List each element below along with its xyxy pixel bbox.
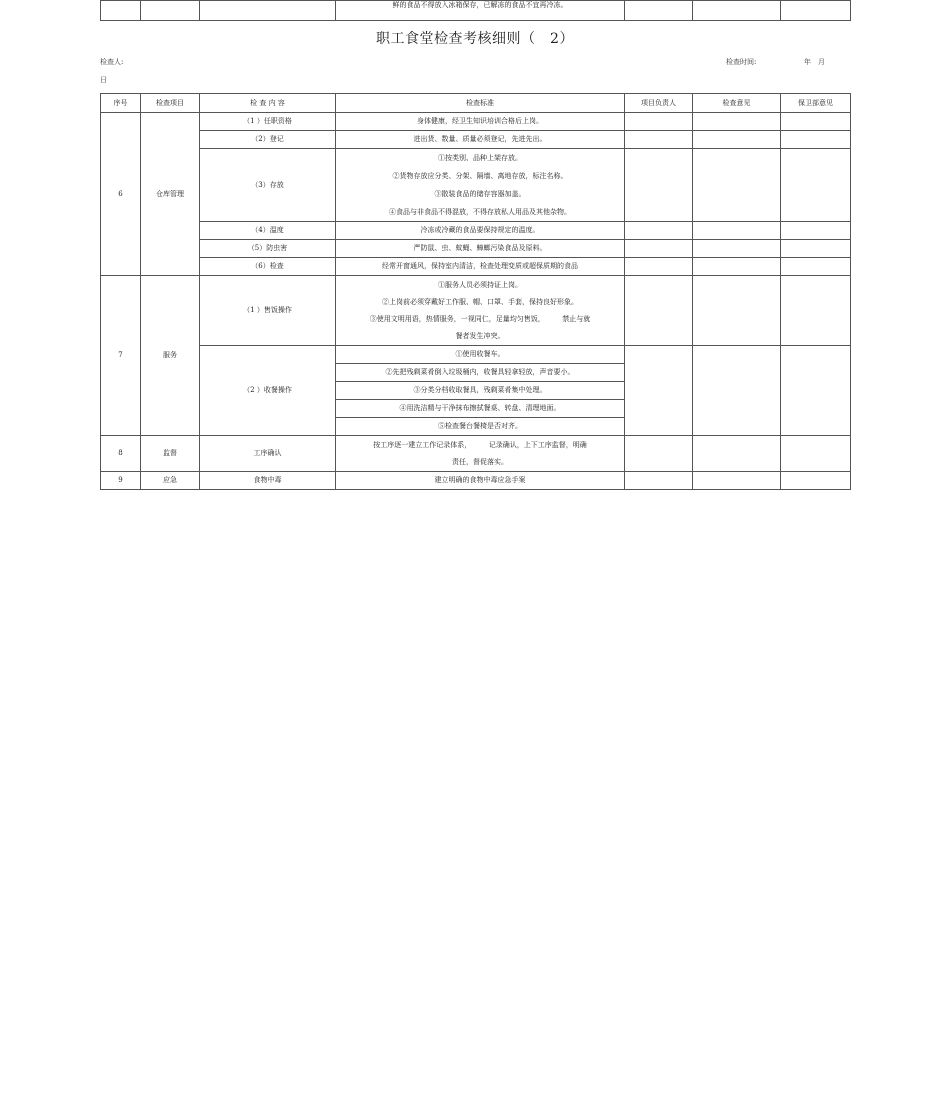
standard-cell: 建立明确的食物中毒应急手案 <box>336 472 625 490</box>
standard-cell <box>336 149 625 222</box>
table-row <box>101 149 851 222</box>
table-row <box>101 240 851 258</box>
content-cell: 工序确认 <box>200 436 336 472</box>
day-label: 日 <box>100 76 107 84</box>
standard-cell: 冷冻或冷藏的食品要保持规定的温度。 <box>336 222 625 240</box>
header-owner: 项目负责人 <box>625 94 693 113</box>
content-cell: （2）登记 <box>200 131 336 149</box>
table-row <box>101 222 851 240</box>
content-cell: （1 ）任职资格 <box>200 113 336 131</box>
header-no: 序号 <box>101 94 141 113</box>
previous-page-table <box>100 0 851 21</box>
table-row <box>101 276 851 346</box>
table-row <box>101 258 851 276</box>
standard-cell: 严防鼠、虫、蚊蝇、蟑螂污染食品及原料。 <box>336 240 625 258</box>
standard-line: 责任，督促落实。 <box>452 457 508 466</box>
standard-cell <box>336 276 625 346</box>
section-no: 6 <box>101 113 141 276</box>
table-row <box>101 346 851 364</box>
header-item: 检查项目 <box>141 94 200 113</box>
standard-cell: 鲜的食品不得放入冰箱保存，已解冻的食品不宜再冷冻。 <box>336 1 625 21</box>
inspector-label: 检查人: <box>100 58 124 66</box>
standard-line: ①按类别、品种上架存放。 <box>438 154 522 162</box>
standard-line: ③使用文明用语，热情服务，一视同仁，足量均匀售饭， 禁止与就 <box>369 314 591 323</box>
standard-cell: ⑤检查餐台餐椅是否对齐。 <box>336 418 625 436</box>
standard-line: 按工序逐一建立工作记录体系， 记录确认，上下工序监督，明确 <box>373 440 587 449</box>
table-row <box>101 1 851 21</box>
content-cell: （6）检查 <box>200 258 336 276</box>
content-cell: 食物中毒 <box>200 472 336 490</box>
section-no: 7 <box>101 276 141 436</box>
standard-cell: 进出货、数量、质量必须登记，先进先出。 <box>336 131 625 149</box>
page-title: 职工食堂检查考核细则（ 2） <box>376 31 574 47</box>
standard-line: ④食品与非食品不得混放，不得存放私人用品及其他杂物。 <box>389 208 571 216</box>
table-row <box>101 436 851 472</box>
standard-line: ③散装食品的储存容器加盖。 <box>434 190 526 198</box>
inspection-time-label: 检查时间: <box>726 58 757 66</box>
table-row <box>101 131 851 149</box>
standard-cell: ③分类分档收取餐具，残剩菜肴集中处理。 <box>336 382 625 400</box>
section-item: 应急 <box>141 472 200 490</box>
table-row <box>101 472 851 490</box>
section-item: 仓库管理 <box>141 113 200 276</box>
standard-line: ②上岗前必须穿戴好工作服、帽、口罩、手套，保持良好形象。 <box>382 297 578 306</box>
standard-cell: 身体健康，经卫生知识培训合格后上岗。 <box>336 113 625 131</box>
standard-line: ②货物存放应分类、分架、隔墙、离地存放，标注名称。 <box>392 172 568 180</box>
table-header-row <box>101 94 851 113</box>
standard-cell: ④用洗洁精与干净抹布擦拭餐桌、转盘、清理地面。 <box>336 400 625 418</box>
content-cell: （3）存放 <box>200 149 336 222</box>
section-item: 服务 <box>141 276 200 436</box>
content-cell: （5）防虫害 <box>200 240 336 258</box>
header-security: 保卫部意见 <box>781 94 851 113</box>
standard-cell <box>336 436 625 472</box>
content-cell: （4）温度 <box>200 222 336 240</box>
year-month-label: 年 月 <box>804 58 825 66</box>
header-content: 检 查 内 容 <box>200 94 336 113</box>
content-cell: （2 ）收餐操作 <box>200 346 336 436</box>
inspection-table <box>100 93 851 490</box>
header-standard: 检查标准 <box>336 94 625 113</box>
section-no: 8 <box>101 436 141 472</box>
standard-line: ①服务人员必须持证上岗。 <box>438 280 522 289</box>
standard-cell: ①使用收餐车。 <box>336 346 625 364</box>
section-no: 9 <box>101 472 141 490</box>
standard-line: 餐者发生冲突。 <box>455 331 505 340</box>
standard-cell: 经常开窗通风，保持室内清洁，检查处理变质或超保质期的食品 <box>336 258 625 276</box>
header-opinion: 检查意见 <box>693 94 781 113</box>
content-cell: （1 ）售饭操作 <box>200 276 336 346</box>
standard-cell: ②先把残剩菜肴倒入垃圾桶内，收餐具轻拿轻放，声音要小。 <box>336 364 625 382</box>
section-item: 监督 <box>141 436 200 472</box>
table-row <box>101 113 851 131</box>
